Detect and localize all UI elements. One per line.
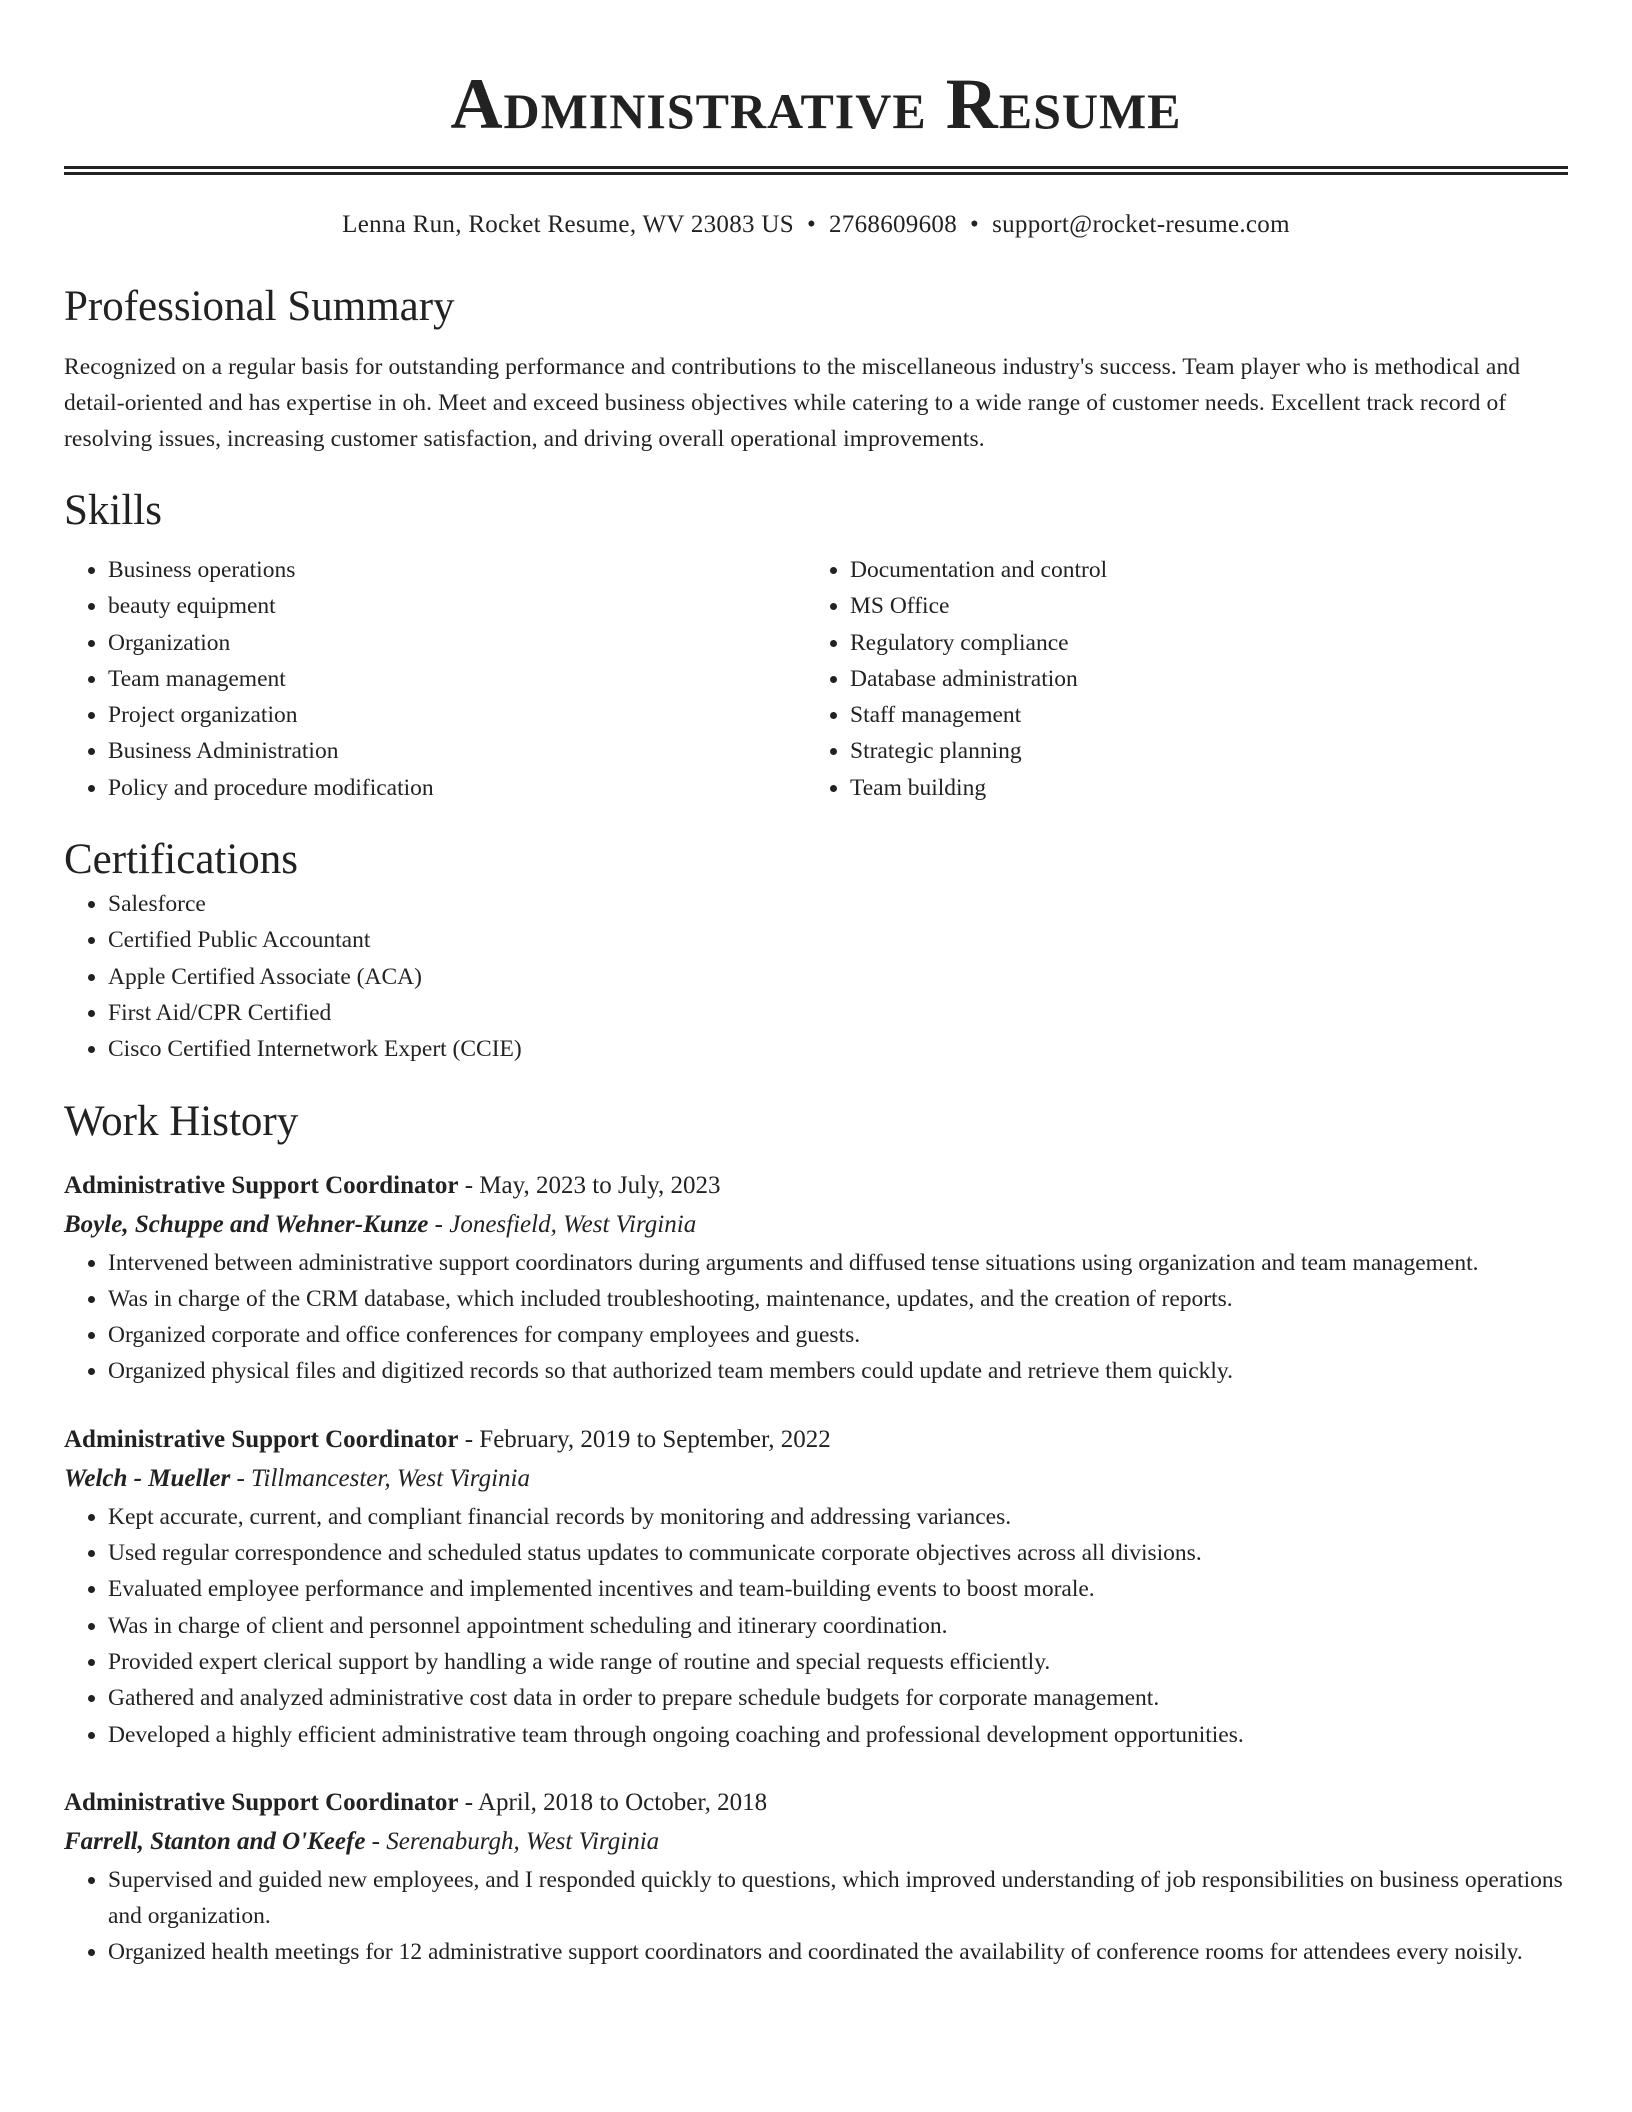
job-location: - Tillmancester, West Virginia: [230, 1464, 530, 1492]
certification-item: • Certified Public Accountant: [108, 922, 1568, 958]
job-company: Farrell, Stanton and O'Keefe: [64, 1827, 366, 1855]
job-company: Welch - Mueller: [64, 1464, 231, 1492]
job-role: Administrative Support Coordinator: [64, 1425, 459, 1453]
job-title-line: [64, 1421, 1568, 1459]
job-title-line: [64, 1784, 1568, 1822]
job-dates: - February, 2019 to September, 2022: [458, 1425, 831, 1453]
contact-separator: •: [970, 211, 980, 238]
job-bullets: [64, 1245, 1568, 1390]
job-company-line: [64, 1459, 1568, 1499]
skill-item: • Database administration: [850, 661, 1548, 697]
summary-heading: Professional Summary: [64, 283, 455, 330]
skills-heading: Skills: [64, 487, 162, 534]
job-bullet: • Was in charge of the CRM database, which included troubleshooting, maintenance, updates, and the creation of reports.: [108, 1281, 1568, 1317]
certifications-list: [64, 886, 1568, 1067]
job-company-line: [64, 1205, 1568, 1245]
skill-item: • Business Administration: [108, 733, 806, 769]
job-bullet: • Organized physical files and digitized records so that authorized team members could update and retrieve them quickly.: [108, 1353, 1568, 1389]
skills-column-left: [64, 552, 806, 806]
job-entry: [64, 1421, 1568, 1753]
contact-email[interactable]: support@rocket-resume.com: [992, 211, 1290, 238]
job-company: Boyle, Schuppe and Wehner-Kunze: [64, 1210, 429, 1238]
title-divider: [64, 166, 1568, 175]
job-bullet: • Organized corporate and office conferences for company employees and guests.: [108, 1317, 1568, 1353]
skill-item: • Team building: [850, 770, 1548, 806]
skill-item: • Policy and procedure modification: [108, 770, 806, 806]
job-location: - Jonesfield, West Virginia: [428, 1210, 697, 1238]
job-bullet: • Gathered and analyzed administrative cost data in order to prepare schedule budgets for corporate management.: [108, 1680, 1568, 1716]
certification-item: • Cisco Certified Internetwork Expert (CCIE): [108, 1031, 1568, 1067]
contact-separator: •: [806, 211, 816, 238]
job-bullets: [64, 1499, 1568, 1753]
contact-line: [64, 209, 1568, 241]
job-title-line: [64, 1167, 1568, 1205]
skill-item: • beauty equipment: [108, 588, 806, 624]
job-bullet: • Supervised and guided new employees, and I responded quickly to questions, which improved understanding of job responsibilities on business operations and organization.: [108, 1862, 1568, 1935]
job-entry: [64, 1784, 1568, 1971]
skills-section: [64, 552, 1568, 806]
page-title: Administrative Resume: [450, 64, 1182, 144]
certification-item: • Salesforce: [108, 886, 1568, 922]
job-bullet: • Was in charge of client and personnel appointment scheduling and itinerary coordination.: [108, 1608, 1568, 1644]
skill-item: • Business operations: [108, 552, 806, 588]
job-bullet: • Provided expert clerical support by handling a wide range of routine and special requests efficiently.: [108, 1644, 1568, 1680]
contact-address: Lenna Run, Rocket Resume, WV 23083 US: [342, 211, 794, 238]
skill-item: • Documentation and control: [850, 552, 1548, 588]
work-history-heading: Work History: [64, 1097, 299, 1145]
certifications-heading: Certifications: [64, 836, 299, 884]
job-role: Administrative Support Coordinator: [64, 1171, 459, 1199]
skill-item: • Staff management: [850, 697, 1548, 733]
resume-page: [64, 0, 1568, 1971]
job-location: - Serenaburgh, West Virginia: [365, 1827, 660, 1855]
job-bullet: • Used regular correspondence and scheduled status updates to communicate corporate objectives across all divisions.: [108, 1535, 1568, 1571]
job-bullet: • Intervened between administrative support coordinators during arguments and diffused tense situations using organization and team management.: [108, 1245, 1568, 1281]
job-bullets: [64, 1862, 1568, 1971]
skill-item: • MS Office: [850, 588, 1548, 624]
job-entry: [64, 1167, 1568, 1390]
summary-text: Recognized on a regular basis for outstanding performance and contributions to the miscellaneous industry's success. Team player who is methodical and detail-oriented and has expertise in oh. Meet and exceed business objectives while catering to a wide range of customer needs. Excellent track record of resolving issues, increasing customer satisfaction, and driving overall operational improvements.: [64, 354, 1521, 452]
job-role: Administrative Support Coordinator: [64, 1788, 459, 1816]
skills-column-right: [806, 552, 1548, 806]
job-dates: - May, 2023 to July, 2023: [458, 1171, 721, 1199]
job-bullet: • Organized health meetings for 12 administrative support coordinators and coordinated the availability of conference rooms for attendees every noisily.: [108, 1934, 1568, 1970]
skill-item: • Strategic planning: [850, 733, 1548, 769]
job-dates: - April, 2018 to October, 2018: [458, 1788, 768, 1816]
skill-item: • Organization: [108, 625, 806, 661]
certification-item: • Apple Certified Associate (ACA): [108, 959, 1568, 995]
job-bullet: • Developed a highly efficient administrative team through ongoing coaching and professional development opportunities.: [108, 1717, 1568, 1753]
certification-item: • First Aid/CPR Certified: [108, 995, 1568, 1031]
job-bullet: • Kept accurate, current, and compliant financial records by monitoring and addressing variances.: [108, 1499, 1568, 1535]
job-company-line: [64, 1822, 1568, 1862]
skill-item: • Team management: [108, 661, 806, 697]
skill-item: • Project organization: [108, 697, 806, 733]
job-bullet: • Evaluated employee performance and implemented incentives and team-building events to boost morale.: [108, 1571, 1568, 1607]
skill-item: • Regulatory compliance: [850, 625, 1548, 661]
contact-phone: 2768609608: [829, 211, 957, 238]
